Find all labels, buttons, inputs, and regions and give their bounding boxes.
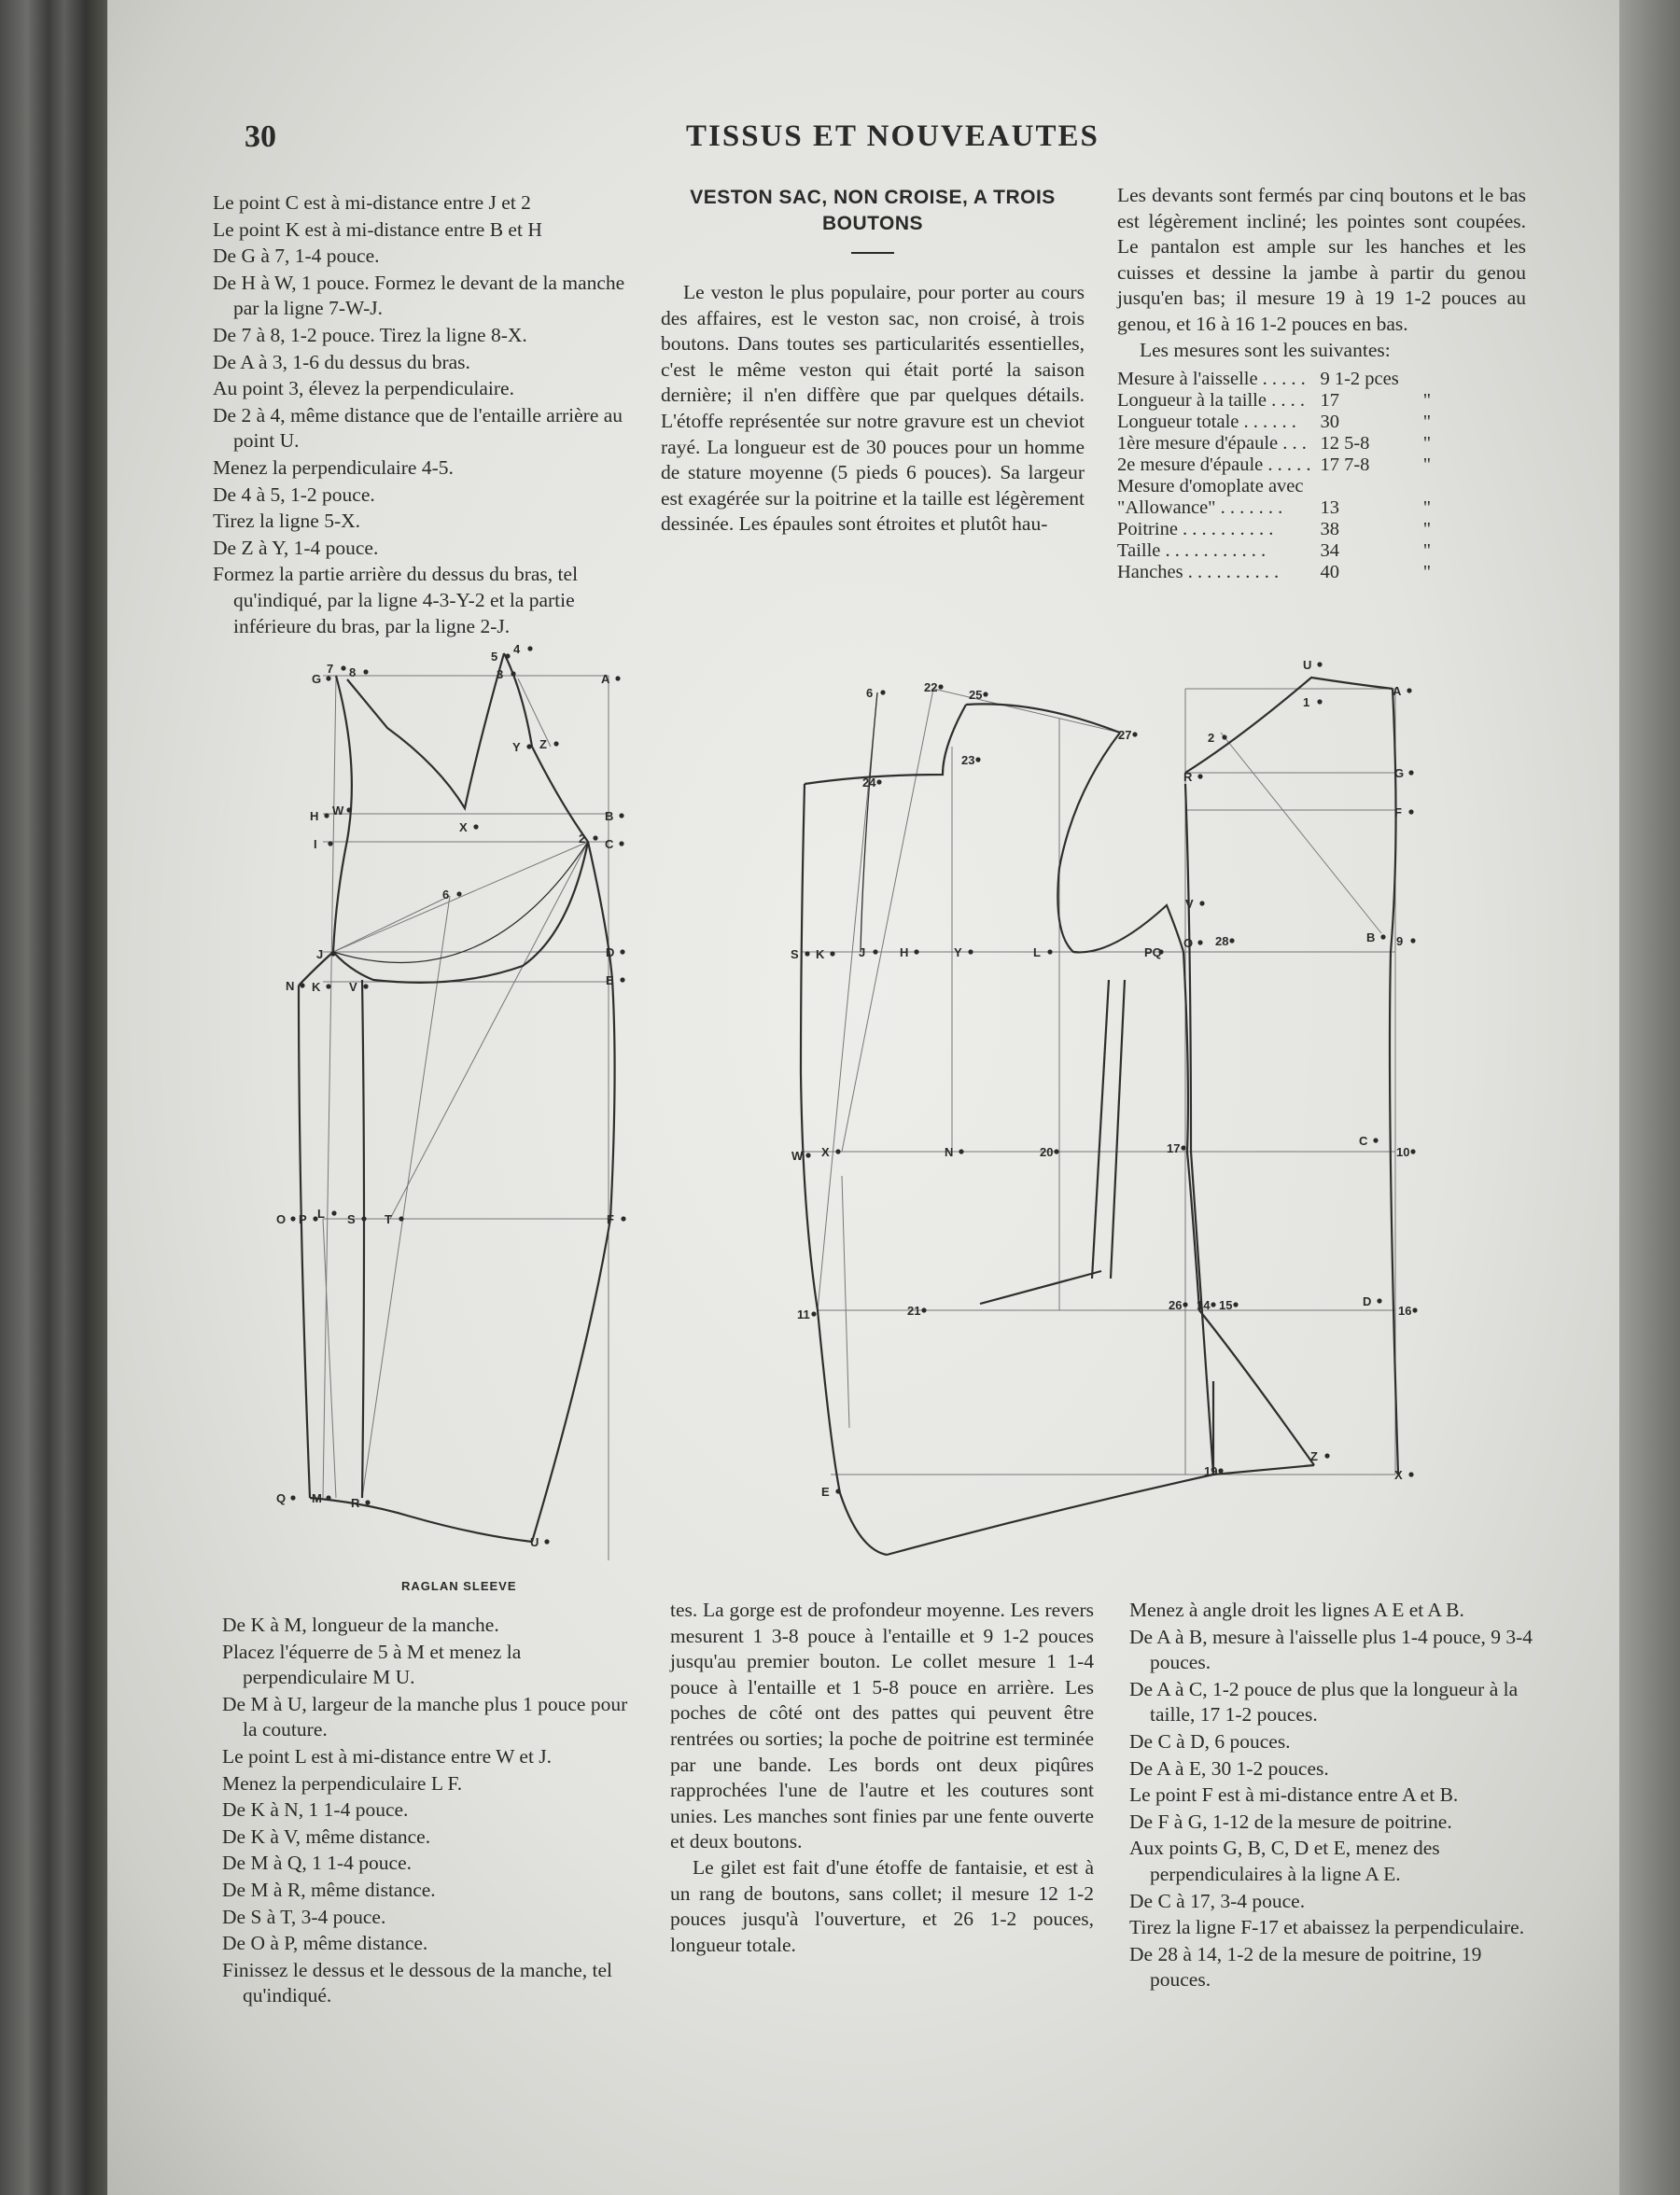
article-intro: Le veston le plus populaire, pour porter au cours des affaires, est le veston sac, non croisé, à trois boutons. Dans toutes ses particularités essentielles, c'est le même veston qui était porté la saison dernière; il n'en diffère que par quelques détails. L'étoffe représentée sur notre gravure est un cheviot rayé. La longueur est de 30 pouces pour un homme de stature moyenne (5 pieds 6 pouces). Sa largeur est exagérée sur la poitrine et la taille est légèrement dessinée. Les épaules sont étroites et plutôt hau- (661, 281, 1085, 536)
page-number: 30 (245, 119, 276, 154)
instruction-line: Au point 3, élevez la perpendiculaire. (213, 377, 514, 400)
draft-point (1047, 949, 1052, 954)
draft-point-label: E (606, 973, 614, 987)
draft-point-label: A (601, 672, 610, 686)
instruction-line: De Z à Y, 1-4 pouce. (213, 536, 379, 559)
draft-point-label: 15 (1219, 1298, 1233, 1312)
measurement-value: 13 (1320, 497, 1339, 519)
draft-point (363, 669, 368, 674)
draft-point-label: U (1303, 658, 1312, 672)
instruction-line: De 28 à 14, 1-2 de la mesure de poitrine, 19 pouces. (1129, 1942, 1482, 1992)
measurement-value: 12 5-8 (1320, 433, 1370, 454)
draft-point-label: M (312, 1491, 322, 1505)
draft-point-label: 27 (1118, 728, 1132, 742)
draft-point-label: 19 (1204, 1464, 1218, 1478)
measurement-label: Hanches . . . . . . . . . . (1117, 562, 1280, 583)
instruction-line: De M à U, largeur de la manche plus 1 pouce pour la couture. (222, 1692, 628, 1741)
draft-point (1229, 938, 1234, 943)
draft-point-label: 2 (579, 832, 586, 846)
instruction-line: De H à W, 1 pouce. Formez le devant de la manche par la ligne 7-W-J. (213, 271, 625, 320)
draft-point (1412, 1307, 1417, 1312)
ditto-mark: " (1422, 454, 1432, 476)
measurement-label: "Allowance" . . . . . . . (1117, 497, 1283, 519)
draft-point-label: H (310, 809, 319, 823)
instruction-line: De A à E, 30 1-2 pouces. (1129, 1756, 1329, 1780)
measurement-label: Longueur totale . . . . . . (1117, 412, 1296, 433)
figure-caption: RAGLAN SLEEVE (401, 1579, 517, 1593)
draft-point-label: N (286, 979, 295, 993)
instruction-line: De M à R, même distance. (222, 1878, 436, 1901)
draft-point (553, 741, 558, 746)
draft-point-label: 1 (1303, 695, 1310, 709)
instruction-line: Menez à angle droit les lignes A E et A B. (1129, 1599, 1464, 1621)
draft-point-label: G (312, 672, 322, 686)
draft-point (1380, 934, 1385, 939)
draft-point-label: D (1363, 1294, 1372, 1308)
draft-point (341, 665, 345, 670)
draft-point-label: J (859, 945, 866, 959)
draft-point (1408, 1472, 1413, 1476)
draft-point (399, 1216, 403, 1221)
draft-point (619, 813, 623, 818)
draft-point-label: C (605, 837, 614, 851)
ditto-mark: " (1422, 412, 1432, 433)
measurement-value: 38 (1320, 519, 1339, 540)
draft-point (1233, 1302, 1238, 1307)
draft-point (805, 1153, 810, 1157)
draft-point-label: E (821, 1485, 830, 1499)
draft-point-label: 21 (907, 1304, 921, 1318)
ditto-mark: " (1422, 433, 1432, 454)
draft-point (1199, 901, 1204, 905)
instruction-line: De A à B, mesure à l'aisselle plus 1-4 pouce, 9 3-4 pouces. (1129, 1625, 1533, 1674)
draft-point (505, 653, 510, 658)
draft-point-label: N (945, 1145, 954, 1159)
column-2-bottom (670, 1598, 1094, 1958)
paragraph: tes. La gorge est de profondeur moyenne. Les revers mesurent 1 3-8 pouce à l'entaille et 9 1-2 pouces jusqu'au premier bouton. Le collet mesure 1 1-4 pouce à l'entaille et 1 5-8 pouce en arrière. Les poches de côté ont des pattes qui peuvent être rentrées ou sorties; la poche de poitrine est terminée par une bande. Les bords ont deux piqûres rapprochées l'une de l'autre et les coutures sont unies. Les manches sont finies par une fente ouverte et deux boutons. (670, 1599, 1094, 1853)
measurement-value: 30 (1320, 412, 1339, 433)
draft-point (615, 676, 620, 680)
draft-point (620, 949, 624, 954)
draft-point-label: X (459, 820, 468, 834)
draft-point (873, 949, 877, 954)
draft-point-label: 11 (797, 1307, 810, 1321)
draft-point-label: PQ (1144, 945, 1162, 959)
instruction-line: De A à 3, 1-6 du dessus du bras. (213, 350, 470, 373)
draft-point-label: 3 (497, 667, 504, 681)
draft-point (1407, 688, 1411, 692)
measurement-label: Taille . . . . . . . . . . . (1117, 540, 1267, 562)
draft-point-label: L (317, 1207, 325, 1221)
draft-point (328, 841, 332, 846)
draft-point-label: B (605, 809, 614, 823)
draft-point-label: H (900, 945, 909, 959)
measurement-label: Mesure d'omoplate avec (1117, 476, 1304, 497)
draft-point-label: D (606, 945, 615, 959)
draft-point (1197, 940, 1202, 944)
draft-point-label: J (316, 947, 324, 961)
draft-point (331, 1210, 336, 1215)
draft-point-label: T (385, 1212, 392, 1226)
draft-point-label: V (349, 980, 357, 994)
measurement-value: 9 1-2 pces (1320, 369, 1399, 390)
draft-point (527, 646, 532, 650)
draft-point (876, 779, 881, 784)
measurement-value: 17 7-8 (1320, 454, 1370, 476)
draft-point-label: X (1394, 1468, 1403, 1482)
draft-point (1408, 770, 1413, 775)
draft-point (526, 744, 531, 748)
draft-point-label: 24 (862, 776, 876, 790)
draft-point (511, 671, 515, 676)
instruction-line: Tirez la ligne 5-X. (213, 510, 361, 533)
draft-point-label: Y (512, 740, 521, 754)
instruction-line: Le point C est à mi-distance entre J et 2 (213, 191, 531, 214)
draft-point (830, 951, 834, 956)
measurement-label: Longueur à la taille . . . . (1117, 390, 1305, 412)
draft-point-label: F (607, 1212, 614, 1226)
draft-point-label: F (1394, 805, 1402, 819)
draft-point (1181, 1145, 1185, 1150)
draft-point-label: Y (954, 945, 962, 959)
draft-point (365, 1500, 370, 1504)
draft-point-label: 9 (1396, 934, 1404, 948)
draft-point-label: P (299, 1212, 307, 1226)
draft-point (1222, 734, 1226, 739)
draft-point-label: W (332, 804, 344, 818)
draft-point-label: 14 (1197, 1298, 1211, 1312)
instruction-line: Menez la perpendiculaire L F. (222, 1771, 463, 1795)
instruction-line: De F à G, 1-12 de la mesure de poitrine. (1129, 1810, 1452, 1833)
draft-point (1317, 699, 1322, 704)
instruction-line: De M à Q, 1 1-4 pouce. (222, 1852, 413, 1875)
draft-point-label: 4 (513, 642, 521, 656)
draft-point (1132, 732, 1137, 736)
draft-point (363, 984, 368, 988)
instruction-line: Menez la perpendiculaire 4-5. (213, 455, 454, 479)
draft-point-label: 6 (866, 686, 874, 700)
measurement-label: 2e mesure d'épaule . . . . . (1117, 454, 1311, 476)
draft-point-label: 7 (327, 662, 334, 676)
draft-point (593, 835, 597, 840)
draft-point-label: 10 (1396, 1145, 1410, 1159)
instruction-line: De C à 17, 3-4 pouce. (1129, 1889, 1306, 1912)
instruction-line: Tirez la ligne F-17 et abaissez la perpendiculaire. (1129, 1916, 1525, 1939)
draft-point-label: Z (1310, 1449, 1318, 1463)
draft-point-label: Z (539, 737, 547, 751)
draft-point (938, 684, 943, 689)
draft-point-label: 2 (1208, 731, 1215, 745)
ditto-mark: " (1422, 519, 1432, 540)
measurement-value: 40 (1320, 562, 1339, 583)
draft-point-label: 22 (924, 680, 938, 694)
draft-point-label: Q (276, 1491, 287, 1505)
draft-point-label: 28 (1215, 934, 1229, 948)
measurement-label: 1ère mesure d'épaule . . . (1117, 433, 1307, 454)
article-continued: Les devants sont fermés par cinq boutons et le bas est légèrement incliné; les pointes sont coupées. Le pantalon est ample sur les hanches et les cuisses et dessine la jambe à partir du genou jusqu'en bas; il mesure 19 à 19 1-2 pouces au genou, et 16 à 16 1-2 pouces en bas. (1117, 184, 1526, 335)
draft-point-label: S (791, 947, 799, 961)
draft-point (959, 1149, 963, 1153)
draft-point-label: X (821, 1145, 830, 1159)
draft-point-label: B (1366, 930, 1376, 944)
draft-point-label: 8 (349, 665, 357, 679)
draft-point (346, 807, 351, 812)
instruction-line: Aux points G, B, C, D et E, menez des perpendiculaires à la ligne A E. (1129, 1837, 1440, 1885)
draft-point (805, 951, 809, 956)
draft-point (456, 891, 461, 896)
instruction-line: De K à N, 1 1-4 pouce. (222, 1798, 409, 1822)
draft-point-label: 6 (442, 888, 450, 902)
measures-intro: Les mesures sont les suivantes: (1140, 338, 1391, 361)
draft-point (1054, 1149, 1058, 1153)
draft-point-label: R (1183, 770, 1193, 784)
draft-point (619, 841, 623, 846)
draft-point (290, 1216, 295, 1221)
journal-title: TISSUS ET NOUVEAUTES (686, 119, 1099, 153)
draft-point (1410, 1149, 1415, 1153)
draft-point-label: C (1359, 1134, 1368, 1148)
draft-point-label: K (312, 980, 321, 994)
draft-point (835, 1149, 840, 1153)
draft-point (300, 983, 304, 987)
draft-point-label: U (530, 1535, 539, 1549)
draft-point (544, 1539, 549, 1544)
instruction-line: De O à P, même distance. (222, 1932, 428, 1955)
draft-point-label: O (276, 1212, 287, 1226)
instruction-line: De 4 à 5, 1-2 pouce. (213, 482, 375, 506)
draft-point-label: K (816, 947, 825, 961)
measurement-label: Poitrine . . . . . . . . . . (1117, 519, 1274, 540)
instruction-line: De 2 à 4, même distance que de l'entaille arrière au point U. (213, 403, 623, 453)
draft-point-label: 23 (961, 753, 975, 767)
draft-point (326, 676, 330, 680)
article-title: VESTON SAC, NON CROISE, A TROIS BOUTONS (690, 187, 1056, 234)
draft-point (1197, 774, 1202, 778)
draft-point (1373, 1138, 1378, 1142)
draft-point (983, 692, 987, 696)
draft-point (835, 1489, 840, 1493)
draft-point (975, 757, 980, 762)
draft-point (620, 977, 624, 982)
draft-point-label: 20 (1040, 1145, 1054, 1159)
instruction-line: De G à 7, 1-4 pouce. (213, 245, 380, 268)
instruction-line: De A à C, 1-2 pouce de plus que la longueur à la taille, 17 1-2 pouces. (1129, 1677, 1519, 1727)
draft-point (1218, 1468, 1223, 1473)
instruction-line: De 7 à 8, 1-2 pouce. Tirez la ligne 8-X. (213, 323, 527, 346)
column-3-bottom (1129, 1598, 1533, 1994)
draft-point (473, 824, 478, 829)
instruction-line: De S à T, 3-4 pouce. (222, 1905, 386, 1928)
instruction-line: Finissez le dessus et le dessous de la manche, tel qu'indiqué. (222, 1958, 612, 2007)
ditto-mark: " (1422, 540, 1432, 562)
draft-point-label: 26 (1169, 1298, 1183, 1312)
draft-point (330, 951, 335, 956)
draft-point-label: 5 (491, 650, 498, 664)
draft-point (1211, 1302, 1215, 1307)
measurement-value: 34 (1320, 540, 1339, 562)
draft-point-label: 25 (969, 688, 983, 702)
raglan-sleeve-draft (299, 653, 615, 1560)
sack-coat-draft (801, 678, 1398, 1555)
draft-point-label: V (1185, 897, 1194, 911)
draft-point (880, 690, 885, 694)
measurement-label: Mesure à l'aisselle . . . . . (1117, 369, 1306, 390)
draft-point-label: A (1393, 684, 1402, 698)
draft-point (1324, 1453, 1329, 1458)
draft-point (811, 1311, 816, 1316)
ditto-mark: " (1422, 390, 1432, 412)
instruction-line: Le point L est à mi-distance entre W et J. (222, 1744, 553, 1768)
measurement-value: 17 (1320, 390, 1339, 412)
draft-point (290, 1495, 295, 1500)
draft-point (1317, 662, 1322, 666)
ditto-mark: " (1422, 497, 1432, 519)
draft-point (326, 1495, 330, 1500)
draft-point (1183, 1302, 1187, 1307)
draft-point (361, 1216, 366, 1221)
draft-point (1377, 1298, 1381, 1303)
draft-point-label: O (1183, 936, 1194, 950)
draft-point (326, 984, 330, 988)
ditto-mark: " (1422, 562, 1432, 583)
draft-point-label: G (1394, 766, 1405, 780)
instruction-line: Formez la partie arrière du dessus du bras, tel qu'indiqué, par la ligne 4-3-Y-2 et la partie inférieure du bras, par la ligne 2-J. (213, 563, 579, 637)
draft-point (1408, 809, 1413, 814)
draft-point-label: W (791, 1149, 804, 1163)
instruction-line: De K à V, même distance. (222, 1825, 431, 1848)
draft-point-label: I (314, 837, 317, 851)
draft-point (914, 949, 918, 954)
draft-point-label: R (351, 1496, 360, 1510)
draft-point (621, 1216, 625, 1221)
instruction-line: Placez l'équerre de 5 à M et menez la perpendiculaire M U. (222, 1640, 522, 1689)
instruction-line: De C à D, 6 pouces. (1129, 1729, 1291, 1753)
instruction-line: De K à M, longueur de la manche. (222, 1614, 499, 1636)
draft-point-label: 17 (1167, 1141, 1181, 1155)
paragraph: Le gilet est fait d'une étoffe de fantaisie, et est à un rang de boutons, sans collet; il mesure 12 1-2 pouces jusqu'à l'ouverture, et 26 1-2 pouces, longueur totale. (670, 1855, 1094, 1956)
draft-point-label: 16 (1398, 1304, 1412, 1318)
draft-point-label: S (347, 1212, 356, 1226)
draft-point-label: L (1033, 945, 1041, 959)
column-1-bottom (222, 1613, 644, 2010)
instruction-line: Le point F est à mi-distance entre A et B. (1129, 1783, 1459, 1807)
draft-point (968, 949, 973, 954)
instruction-line: Le point K est à mi-distance entre B et H (213, 217, 542, 241)
draft-point (921, 1307, 926, 1312)
draft-point (1410, 938, 1415, 943)
draft-point (324, 813, 329, 818)
